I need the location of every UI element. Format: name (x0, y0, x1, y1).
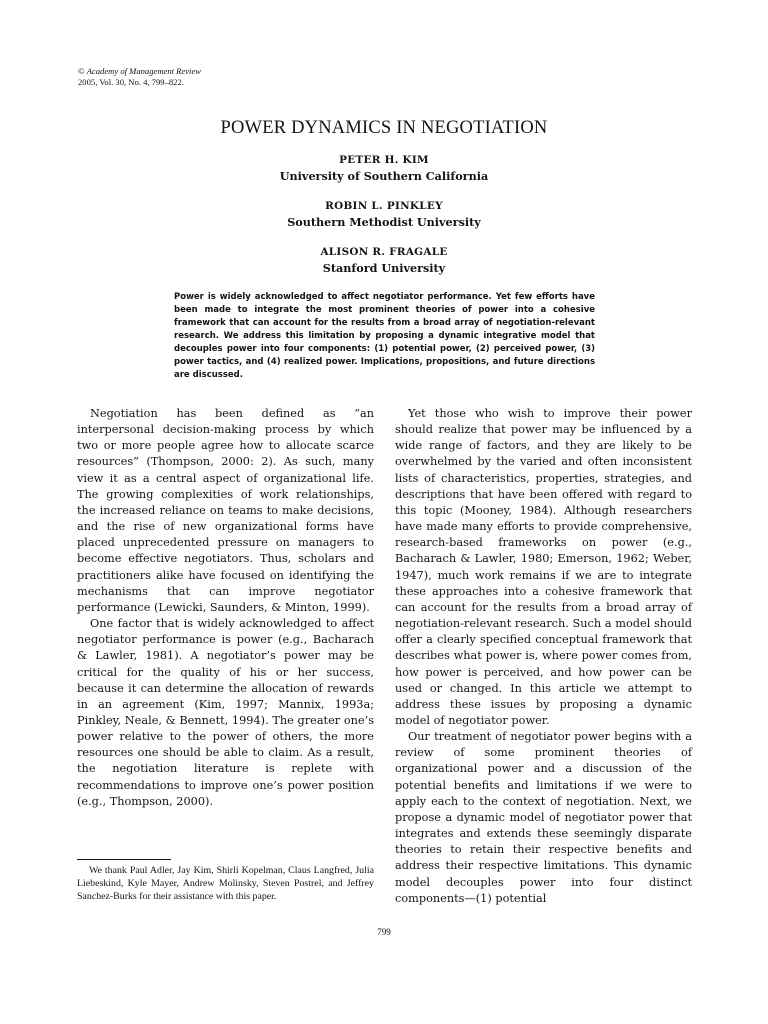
author-name: ALISON R. FRAGALE (320, 246, 448, 258)
author-name: ROBIN L. PINKLEY (325, 200, 443, 212)
body-column-right (395, 406, 692, 907)
copyright-mark: © (78, 66, 87, 76)
body-paragraph: Our treatment of negotiator power begins with a review of some prominent theories of organizational power and a discussion of the potential benefits and limitations if we were to apply each to the context of negotiation. Next, we propose a dynamic model of negotiator power that integrates and extends these seemingly disparate theories to retain their respective benefits and address their respective limitations. This dynamic model decouples power into four distinct components—(1) potential (395, 730, 692, 905)
page-number: 799 (377, 927, 391, 937)
author-block (0, 199, 768, 231)
author-affiliation: Stanford University (322, 261, 446, 275)
journal-name: Academy of Management Review (86, 66, 201, 76)
body-paragraph: One factor that is widely acknowledged to affect negotiator performance is power (e.g., Bacharach & Lawler, 1981). A negotiator’s power may be critical for the quality of his or her success, because it can determine the allocation of rewards in an agreement (Kim, 1997; Mannix, 1993a; Pinkley, Neale, & Bennett, 1994). The greater one’s power relative to the power of others, the more resources one should be able to claim. As a result, the negotiation literature is replete with recommendations to improve one’s power position (e.g., Thompson, 2000). (77, 617, 374, 808)
abstract: Power is widely acknowledged to affect negotiator performance. Yet few efforts have been made to integrate the most prominent theories of power into a cohesive framework that can account for the results from a broad array of negotiation-relevant research. We address this limitation by proposing a dynamic integrative model that decouples power into four components: (1) potential power, (2) perceived power, (3) power tactics, and (4) realized power. Implications, propositions, and future directions are discussed. (174, 292, 595, 380)
author-block (0, 153, 768, 185)
acknowledgment-footnote: We thank Paul Adler, Jay Kim, Shirli Kopelman, Claus Langfred, Julia Liebeskind, Kyle Mayer, Andrew Molinsky, Steven Postrel, and Jeffrey Sanchez-Burks for their assistance with this paper. (77, 865, 374, 903)
journal-citation (78, 66, 201, 88)
journal-volume: 2005, Vol. 30, No. 4, 799–822. (78, 77, 184, 87)
journal-name-line (78, 66, 201, 77)
author-affiliation: University of Southern California (279, 169, 489, 183)
body-paragraph: Yet those who wish to improve their power should realize that power may be influenced by a wide range of factors, and they are likely to be overwhelmed by the varied and often inconsistent lists of characteristics, properties, strategies, and descriptions that have been offered with regard to this topic (Mooney, 1984). Although researchers have made many efforts to provide comprehensive, research-based frameworks on power (e.g., Bacharach & Lawler, 1980; Emerson, 1962; Weber, 1947), much work remains if we are to integrate these approaches into a cohesive framework that can account for the results from a broad array of negotiation-relevant research. Such a model should offer a clearly specified conceptual framework that describes what power is, where power comes from, how power is perceived, and how power can be used or changed. In this article we attempt to address these issues by proposing a dynamic model of negotiator power. (395, 407, 692, 727)
author-affiliation: Southern Methodist University (287, 215, 481, 229)
body-column-left (77, 406, 374, 810)
body-paragraph: Negotiation has been defined as “an interpersonal decision-making process by which two or more people agree how to allocate scarce resources” (Thompson, 2000: 2). As such, many view it as a central aspect of organizational life. The growing complexities of work relationships, the increased reliance on teams to make decisions, and the rise of new organizational forms have placed unprecedented pressure on managers to become effective negotiators. Thus, scholars and practitioners alike have focused on identifying the mechanisms that can improve negotiator performance (Lewicki, Saunders, & Minton, 1999). (77, 407, 374, 614)
article-title: POWER DYNAMICS IN NEGOTIATION (220, 118, 548, 138)
author-name: PETER H. KIM (339, 154, 429, 166)
footnote-rule (77, 859, 171, 860)
author-block (0, 245, 768, 277)
